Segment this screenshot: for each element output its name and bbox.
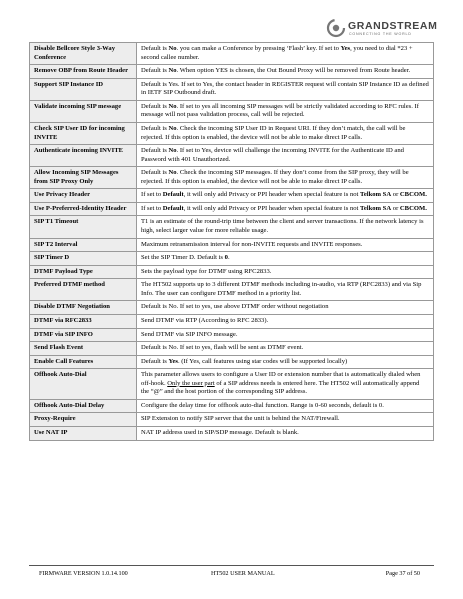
parameter-name: Preferred DTMF method <box>30 279 137 301</box>
description-segment: . <box>227 254 230 262</box>
description-segment: . When option YES is chosen, the Out Bound Proxy will be removed from Route header. <box>176 67 411 75</box>
table-row <box>30 43 434 65</box>
description-segment: No <box>168 67 177 75</box>
description-segment: or <box>391 204 400 212</box>
description-segment: Default is <box>141 357 169 365</box>
description-segment: . If set to Yes, device will challenge the incoming INVITE for the Authenticate ID and Password with 401 Unauthorized. <box>141 147 404 163</box>
table-row <box>30 413 434 427</box>
description-segment: . If set to yes all incoming SIP messages will be strictly validated according to RFC rules. If message will not pass validation process, call will be rejected. <box>141 102 419 119</box>
parameter-description <box>137 369 434 400</box>
parameter-name: Send Flash Event <box>30 342 137 356</box>
table-row <box>30 145 434 167</box>
description-segment: . Check the incoming SIP User ID in Request URI. If they don’t match, the call will be rejected. If this option is enabled, the device will not be able to make direct IP calls. <box>141 124 406 141</box>
table-row <box>30 122 434 144</box>
parameter-name: Offhook Auto-Dial <box>30 369 137 400</box>
table-row <box>30 301 434 315</box>
table-row <box>30 328 434 342</box>
parameter-name: Use P-Preferred-Identity Header <box>30 202 137 216</box>
description-segment: 0 <box>224 254 228 262</box>
description-segment: Default is <box>141 102 169 110</box>
description-segment: of a SIP address needs is entered here. The HT502 will automatically append the “@” and the host portion of the corresponding SIP address. <box>141 379 420 396</box>
grandstream-logo-icon <box>326 18 346 38</box>
description-segment: Default <box>162 191 184 199</box>
description-segment: Telkom SA <box>360 191 392 199</box>
table-row <box>30 369 434 400</box>
description-segment: Yes <box>168 357 178 365</box>
parameter-table <box>29 42 434 441</box>
description-segment: Default is Yes. If set to Yes, the contact header in REGISTER request will contain SIP Instance ID as defined in IETF SIP Outbound draft. <box>141 80 429 97</box>
parameter-name: Disable Bellcore Style 3-Way Conference <box>30 43 137 65</box>
description-segment: , you need to dial *23 + second callee number. <box>141 45 413 61</box>
grandstream-logo <box>326 18 436 40</box>
parameter-description <box>137 328 434 342</box>
description-segment: CBCOM. <box>399 204 427 212</box>
table-row <box>30 238 434 252</box>
description-segment: Default is <box>141 147 169 155</box>
parameter-name: Validate incoming SIP message <box>30 100 137 122</box>
description-segment: Default <box>162 204 184 212</box>
parameter-name: SIP Timer D <box>30 252 137 266</box>
table-row <box>30 167 434 189</box>
table-row <box>30 355 434 369</box>
description-segment: The HT502 supports up to 3 different DTMF methods including in-audio, via RTP (RFC2833) and via Sip Info. The user can configure DTMF method in a priority list. <box>141 281 422 297</box>
description-segment: Send DTMF via SIP INFO message. <box>141 330 238 338</box>
table-row <box>30 216 434 238</box>
page-footer <box>29 565 434 577</box>
parameter-name: Proxy-Require <box>30 413 137 427</box>
parameter-name: Authenticate incoming INVITE <box>30 145 137 167</box>
table-row <box>30 399 434 413</box>
table-row <box>30 100 434 122</box>
description-segment: . you can make a Conference by pressing ‘Flash’ key. If set to <box>176 45 341 52</box>
description-segment: Default is No. If set to yes, use above DTMF order without negotiation <box>141 303 329 311</box>
table-row <box>30 427 434 441</box>
table-row <box>30 65 434 79</box>
parameter-name: Support SIP Instance ID <box>30 78 137 100</box>
parameter-description <box>137 413 434 427</box>
description-segment: Sets the payload type for DTMF using RFC2833. <box>141 267 272 275</box>
description-segment: CBCOM. <box>399 191 427 199</box>
parameter-description <box>137 427 434 441</box>
parameter-description <box>137 279 434 301</box>
description-segment: No <box>168 124 177 132</box>
footer-firmware-version: FIRMWARE VERSION 1.0.14.100 <box>39 570 128 577</box>
parameter-name: Disable DTMF Negotiation <box>30 301 137 315</box>
description-segment: This parameter allows users to configure a User ID or extension number that is automatically dialed when off-hook. <box>141 371 421 387</box>
parameter-description <box>137 399 434 413</box>
parameter-description <box>137 145 434 167</box>
parameter-description <box>137 189 434 203</box>
description-segment: Default is <box>141 124 169 132</box>
parameter-name: Check SIP User ID for incoming INVITE <box>30 122 137 144</box>
description-segment: T1 is an estimate of the round-trip time between the client and server transactions. If the network latency is high, select larger value for more reliable usage. <box>141 218 424 234</box>
description-segment: No <box>168 169 177 177</box>
parameter-name: DTMF via SIP INFO <box>30 328 137 342</box>
brand-tagline: CONNECTING THE WORLD <box>349 32 412 36</box>
description-segment: Set the SIP Timer D. Default is <box>141 254 225 262</box>
description-segment: . Check the incoming SIP messages. If they don’t come from the SIP proxy, they will be rejected. If this option is enabled, the device will not be able to make direct IP calls. <box>141 169 409 185</box>
description-segment: Default is <box>141 169 169 177</box>
parameter-description <box>137 252 434 266</box>
parameter-description <box>137 167 434 189</box>
description-segment: No <box>168 102 177 110</box>
description-segment: If set to <box>141 191 163 199</box>
description-segment: If set to <box>141 204 163 212</box>
parameter-name: Use Privacy Header <box>30 189 137 203</box>
table-row <box>30 279 434 301</box>
parameter-name: Offhook Auto-Dial Delay <box>30 399 137 413</box>
parameter-name: Enable Call Features <box>30 355 137 369</box>
parameter-description <box>137 342 434 356</box>
description-segment: Telkom SA <box>360 204 392 212</box>
description-segment: Yes <box>340 45 351 52</box>
description-segment: Default is <box>141 67 169 75</box>
description-segment: Default is No. If set to yes, flash will be sent as DTMF event. <box>141 344 304 352</box>
parameter-description <box>137 100 434 122</box>
description-segment: NAT IP address used in SIP/SDP message. Default is blank. <box>141 429 299 436</box>
parameter-description <box>137 301 434 315</box>
parameter-name: Use NAT IP <box>30 427 137 441</box>
description-segment: Default is <box>141 45 169 52</box>
description-segment: No <box>168 45 177 52</box>
footer-page-number: Page 37 of 50 <box>385 570 420 577</box>
table-row <box>30 314 434 328</box>
brand-name: GRANDSTREAM <box>348 20 438 32</box>
table-row <box>30 78 434 100</box>
description-segment: Configure the delay time for offhook auto-dial function. Range is 0-60 seconds, default is 0. <box>141 401 384 409</box>
parameter-description <box>137 265 434 279</box>
parameter-name: SIP T1 Timeout <box>30 216 137 238</box>
table-row <box>30 342 434 356</box>
parameter-name: DTMF Payload Type <box>30 265 137 279</box>
description-segment: Send DTMF via RTP (According to RFC 2833). <box>141 316 269 324</box>
description-segment: Only the user part <box>167 379 215 387</box>
parameter-description <box>137 238 434 252</box>
parameter-description <box>137 65 434 79</box>
parameter-description <box>137 78 434 100</box>
description-segment: or <box>391 191 400 199</box>
parameter-description <box>137 355 434 369</box>
table-row <box>30 202 434 216</box>
description-segment: SIP Extension to notify SIP server that the unit is behind the NAT/Firewall. <box>141 415 340 423</box>
table-row <box>30 252 434 266</box>
parameter-description <box>137 202 434 216</box>
description-segment: Maximum retransmission interval for non-INVITE requests and INVITE responses. <box>141 240 363 248</box>
description-segment: , it will only add Privacy or PPI header when special feature is not <box>183 191 361 199</box>
description-segment: No <box>168 147 177 155</box>
parameter-name: SIP T2 Interval <box>30 238 137 252</box>
table-row <box>30 265 434 279</box>
parameter-description <box>137 216 434 238</box>
footer-manual-title: HT502 USER MANUAL <box>211 570 275 577</box>
parameter-name: Allow Incoming SIP Messages from SIP Proxy Only <box>30 167 137 189</box>
parameter-description <box>137 314 434 328</box>
parameter-name: Remove OBP from Route Header <box>30 65 137 79</box>
parameter-name: DTMF via RFC2833 <box>30 314 137 328</box>
parameter-description <box>137 43 434 65</box>
description-segment: . (If Yes, call features using star codes will be supported locally) <box>178 357 348 365</box>
description-segment: , it will only add Privacy or PPI header when special feature is not <box>183 204 361 212</box>
table-row <box>30 189 434 203</box>
parameter-description <box>137 122 434 144</box>
